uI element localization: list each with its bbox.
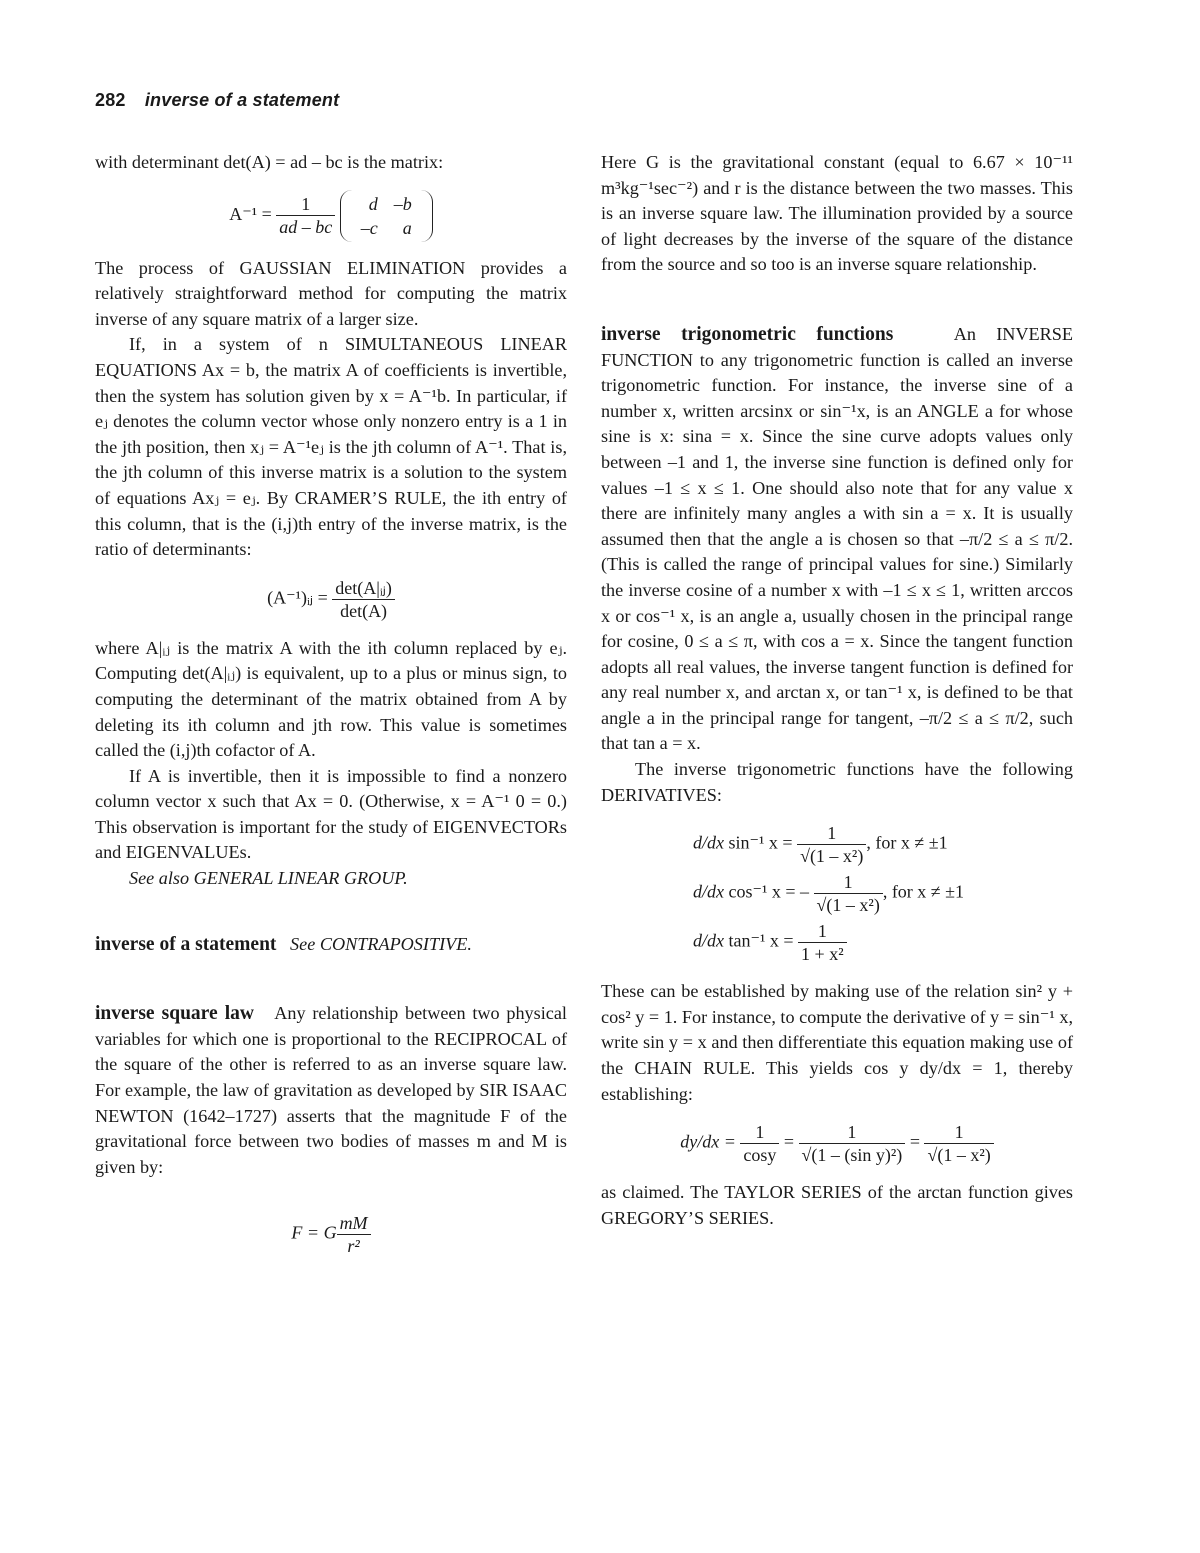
chain-rule-equation: dy/dx = $\frac{1}{\cos y}$ = $\frac{1}{\text{√(1 – (sin y)²)}}$ = $\frac{1}{\text{√(1 – x²)}}$ <box>601 1121 1073 1166</box>
where-paragraph: where A|ᵢⱼ is the matrix A with the ith column replaced by eⱼ. Computing det(A|ᵢⱼ) is equivalent, up to a plus or minus sign, to computing the determinant of the matrix obtained from A by deleting its ith column and jth row. This value is sometimes called the (i,j)th cofactor of A. <box>95 637 567 761</box>
system-paragraph: If, in a system of n SIMULTANEOUS LINEAR EQUATIONS Ax = b, the matrix A of coefficients is invertible, then the system has solution given by x = A⁻¹b. In particular, if eⱼ denotes the column vector whose only nonzero entry is a 1 in the jth position, then xⱼ = A⁻¹eⱼ is the jth column of A⁻¹. That is, the jth column of this inverse matrix is a solution to the system of equations Axⱼ = eⱼ. By CRAMER’S RULE, the ith entry of this column, that is the (i,j)th entry of the inverse matrix, is the ratio of determinants: <box>95 334 567 560</box>
matrix <box>340 190 433 242</box>
entry-inverse-of-statement <box>95 932 567 958</box>
fraction-numerator: 1 <box>814 871 883 894</box>
running-title: inverse of a statement <box>144 90 340 110</box>
right-column <box>601 150 1073 1231</box>
fraction-denominator: √(1 – x²) <box>927 1145 991 1166</box>
fraction <box>337 1212 371 1257</box>
derivative-condition: , for x ≠ ±1 <box>866 832 948 853</box>
fraction-numerator: 1 <box>798 920 847 943</box>
fraction-denominator: det(A) <box>340 600 388 621</box>
fraction <box>924 1121 993 1166</box>
fraction-denominator: r² <box>347 1236 360 1257</box>
fraction-numerator: mM <box>337 1212 371 1235</box>
running-head <box>95 90 339 111</box>
inverse-matrix-equation <box>95 190 567 242</box>
equation-lhs: A⁻¹ = <box>229 203 272 224</box>
equation-lhs: (A⁻¹)ᵢⱼ = <box>267 587 328 608</box>
cramer-equation <box>95 577 567 622</box>
derivative-line <box>601 920 1073 965</box>
fraction <box>814 871 883 916</box>
fraction-numerator: 1 <box>276 193 335 216</box>
derivative-operator: d/dx <box>693 832 724 853</box>
derivative-function: tan⁻¹ x = <box>728 930 794 951</box>
fraction-denominator: 1 + x² <box>801 944 844 965</box>
equation-lhs: F = G <box>291 1223 337 1244</box>
derivative-line <box>601 822 1073 867</box>
fraction <box>799 1121 906 1166</box>
fraction-numerator: 1 <box>924 1121 993 1144</box>
gravity-paragraph: Here G is the gravitational constant (equal to 6.67 × 10⁻¹¹ m³kg⁻¹sec⁻²) and r is the distance between the two masses. This is an inverse square law. The illumination provided by a source of light decreases by the inverse of the square of the distance from the source and so too is an inverse square relationship. <box>601 152 1073 275</box>
fraction-numerator: 1 <box>797 822 866 845</box>
fraction <box>798 920 847 965</box>
derivative-line <box>601 871 1073 916</box>
newton-equation <box>95 1212 567 1257</box>
fraction-numerator: 1 <box>740 1121 779 1144</box>
fraction-denominator: √(1 – x²) <box>800 846 864 867</box>
fraction-denominator: √(1 – x²) <box>816 895 880 916</box>
fraction <box>276 193 335 238</box>
established-paragraph: These can be established by making use of the relation sin² y + cos² y = 1. For instance, to compute the derivative of y = sin⁻¹ x, write sin y = x and then differentiate this equation making use of the CHAIN RULE. This yields cos y dy/dx = 1, thereby establishing: <box>601 981 1073 1104</box>
entry-text: Any relationship between two physical variables for which one is proportional to the RECIPROCAL of the square of the other is referred to as an inverse square law. For example, the law of gravitation as developed by SIR ISAAC NEWTON (1642–1727) asserts that the magnitude F of the gravitational force between two bodies of masses m and M is given by: <box>95 1003 567 1177</box>
fraction <box>332 577 395 622</box>
derivative-condition: , for x ≠ ±1 <box>882 881 965 902</box>
matrix-cell: –b <box>393 193 412 214</box>
derivative-function: sin⁻¹ x = <box>728 832 793 853</box>
fraction-denominator: ad – bc <box>279 217 333 238</box>
headword: inverse of a statement <box>95 933 277 955</box>
headword: inverse trigonometric functions <box>601 323 894 345</box>
fraction <box>797 822 866 867</box>
gauss-paragraph: The process of GAUSSIAN ELIMINATION provides a relatively straightforward method for computing the matrix inverse of any square matrix of a larger size. <box>95 257 567 329</box>
derivatives-paragraph: The inverse trigonometric functions have the following DERIVATIVES: <box>601 759 1073 805</box>
entry-text: See CONTRAPOSITIVE. <box>290 933 472 954</box>
intro-text: with determinant det(A) = ad – bc is the matrix: <box>95 152 444 172</box>
entry-inverse-square-law <box>95 1001 567 1180</box>
page-number: 282 <box>95 90 126 110</box>
left-column <box>95 150 567 1271</box>
invertible-paragraph: If A is invertible, then it is impossible to find a nonzero column vector x such that Ax = 0. (Otherwise, x = A⁻¹ 0 = 0.) This observation is important for the study of EIGENVECTORs and EIGENVALUEs. <box>95 765 567 863</box>
derivative-equations <box>601 822 1073 965</box>
equation-lhs: dy/dx = <box>680 1131 736 1152</box>
see-also-line: See also GENERAL LINEAR GROUP. <box>129 868 408 889</box>
matrix-cell: –c <box>360 217 378 238</box>
headword: inverse square law <box>95 1003 254 1025</box>
derivative-function: cos⁻¹ x = – <box>728 881 810 902</box>
fraction-denominator: cosy <box>743 1145 777 1166</box>
fraction <box>740 1121 779 1166</box>
fraction-numerator: det(A|ᵢⱼ) <box>332 577 395 600</box>
entry-text: An INVERSE FUNCTION to any trigonometric function is called an inverse trigonometric function. For instance, the inverse sine of a number x, written arcsinx or sin⁻¹x, is an ANGLE a for whose sine is x: sina = x. Since the sine curve adopts values only between –1 and 1, the inverse sine function is defined only for values –1 ≤ x ≤ 1. One should also note that for any value x there are infinitely many angles a with sin a = x. It is usually assumed then that the angle a is chosen so that –π/2 ≤ a ≤ π/2. (This is called the range of principal values for sine.) Similarly the inverse cosine of a number x with –1 ≤ x ≤ 1, written arccos x or cos⁻¹ x, is an angle a, usually chosen in the principal range for cosine, 0 ≤ a ≤ π, with cos a = x. Since the tangent function adopts all real values, the inverse tangent function is defined for any real number x, and arctan x, or tan⁻¹ x, is defined to be that angle a in the principal range for tangent, –π/2 ≤ a ≤ π/2, such that tan a = x. <box>601 323 1073 754</box>
claimed-paragraph: as claimed. The TAYLOR SERIES of the arctan function gives GREGORY’S SERIES. <box>601 1182 1073 1228</box>
derivative-operator: d/dx <box>693 930 724 951</box>
matrix-cell: d <box>368 193 378 214</box>
fraction-numerator: 1 <box>799 1121 906 1144</box>
fraction-denominator: √(1 – (sin y)²) <box>801 1145 903 1166</box>
derivative-operator: d/dx <box>693 881 724 902</box>
matrix-cell: a <box>402 217 412 238</box>
entry-inverse-trig <box>601 322 1073 757</box>
